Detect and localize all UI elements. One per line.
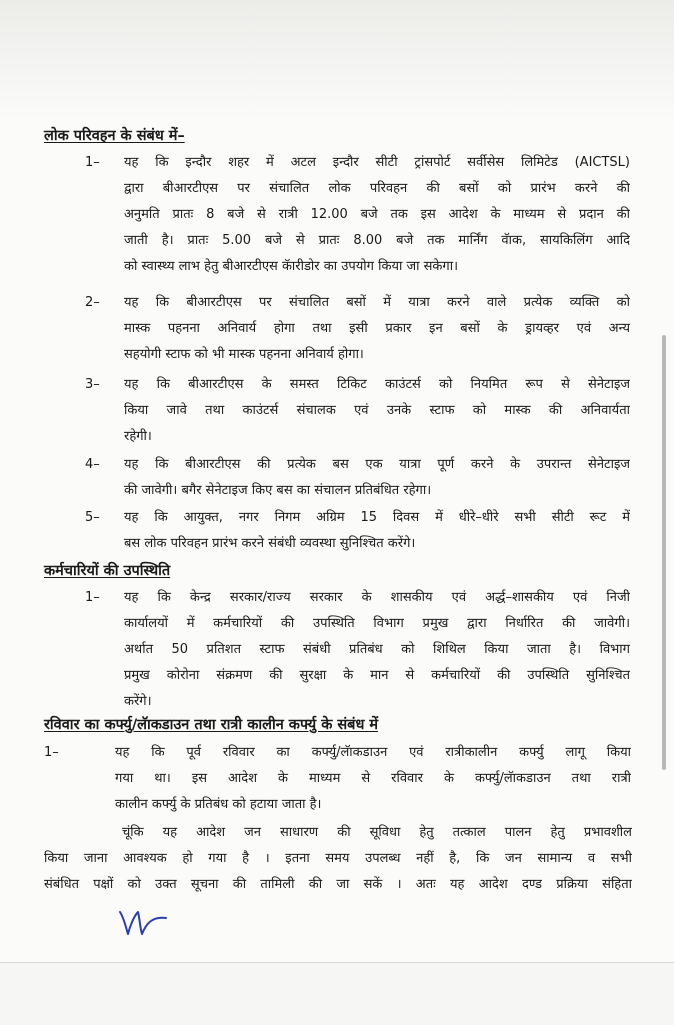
item-number: 1–	[85, 590, 100, 605]
paragraph-line: किया जावे तथा काउंटर्स संचालक एवं उनके स्टाफ को मास्क की अनिवार्यता	[124, 403, 630, 418]
signature-mark	[118, 898, 170, 940]
paragraph-line: अनुमति प्रातः 8 बजे से रात्री 12.00 बजे तक इस आदेश के माध्यम से प्रदान की	[124, 207, 630, 222]
paragraph-line: यह कि पूर्व रविवार का कर्फ्यु/लॅाकडाउन एवं रात्रीकालीन कर्फ्यु लागू किया	[115, 745, 631, 760]
paragraph-line: करेंगे।	[124, 694, 152, 709]
paragraph	[124, 585, 630, 715]
paragraph-line: संबंधित पक्षों को उक्त सूचना की तामिली की जा सकें । अतः यह आदेश दण्ड प्रक्रिया संहिता	[44, 877, 632, 892]
item-number: 1–	[85, 155, 100, 170]
paragraph-line: की जावेगी। बगैर सेनेटाइज किए बस का संचालन प्रतिबंधित रहेगा।	[124, 483, 432, 498]
closing-paragraph	[44, 820, 632, 898]
paragraph-line: अर्थात 50 प्रतिशत स्टाफ संबंधी प्रतिबंध को शिथिल किया जाता है। विभाग	[124, 642, 630, 657]
section-heading-curfew: रविवार का कर्फ्यु/लॅाकडाउन तथा रात्री कालीन कर्फ्यु के संबंध में	[44, 717, 379, 733]
paragraph-line: किया जाना आवश्यक हो गया है । इतना समय उपलब्ध नहीं है, कि जन सामान्य व सभी	[44, 851, 632, 866]
paragraph-line: यह कि केन्द्र सरकार/राज्य सरकार के शासकीय एवं अर्द्ध–शासकीय एवं निजी	[124, 590, 630, 605]
section-heading-public-transport: लोक परिवहन के संबंध में–	[44, 128, 185, 144]
paragraph-line: कार्यालयों में कर्मचारियों की उपस्थिति विभाग प्रमुख द्वारा निर्धारित की जावेगी।	[124, 616, 630, 631]
paragraph-line: चूंकि यह आदेश जन साधारण की सूविधा हेतु तत्काल पालन हेतु प्रभावशील	[122, 825, 632, 840]
page-top-shade	[0, 0, 674, 120]
item-number: 3–	[85, 377, 100, 392]
item-number: 4–	[85, 457, 100, 472]
paragraph-line: कालीन कर्फ्यु के प्रतिबंध को हटाया जाता है।	[115, 797, 322, 812]
item-number: 1–	[44, 745, 59, 760]
paragraph-line: गया था। इस आदेश के माध्यम से रविवार के कर्फ्यु/लॅाकडाउन तथा रात्री	[115, 771, 631, 786]
paragraph-line: यह कि आयुक्त, नगर निगम अग्रिम 15 दिवस में धीरे–धीरे सभी सीटी रूट में	[124, 510, 630, 525]
paragraph-line: यह कि बीआरटीएस के समस्त टिकिट काउंटर्स को नियमित रूप से सेनेटाइज	[124, 377, 630, 392]
paragraph-line: द्वारा बीआरटीएस पर संचालित लोक परिवहन की बसों को प्रारंभ करने की	[124, 181, 630, 196]
item-number: 2–	[85, 295, 100, 310]
paragraph-line: प्रमुख कोरोना संक्रमण की सुरक्षा के मान से कर्मचारियों की उपस्थिति सुनिश्चित	[124, 668, 630, 683]
paragraph-line: बस लोक परिवहन प्रारंभ करने संबंधी व्यवस्था सुनिश्चित करेंगे।	[124, 536, 416, 551]
paragraph-line: को स्वास्थ्य लाभ हेतु बीआरटीएस कॅारीडोर का उपयोग किया जा सकेगा।	[124, 259, 459, 274]
page-footer-area	[0, 962, 674, 1025]
paragraph-line: सहयोगी स्टाफ को भी मास्क पहनना अनिवार्य होगा।	[124, 347, 364, 362]
paragraph	[124, 452, 630, 504]
paragraph-line: रहेगी।	[124, 429, 152, 444]
paragraph-line: यह कि बीआरटीएस की प्रत्येक बस एक यात्रा पूर्ण करने के उपरान्त सेनेटाइज	[124, 457, 630, 472]
paragraph-line: जाती है। प्रातः 5.00 बजे से प्रातः 8.00 बजे तक मार्निंग वॅाक, सायकिलिंग आदि	[124, 233, 630, 248]
item-number: 5–	[85, 510, 100, 525]
scrollbar[interactable]	[662, 335, 666, 770]
paragraph	[124, 372, 630, 450]
paragraph-line: मास्क पहनना अनिवार्य होगा तथा इसी प्रकार इन बसों के ड्रायव्हर एवं अन्य	[124, 321, 630, 336]
paragraph	[115, 740, 631, 818]
section-heading-employee-attendance: कर्मचारियों की उपस्थिति	[44, 563, 171, 579]
paragraph	[124, 150, 630, 280]
paragraph-line: यह कि बीआरटीएस पर संचालित बसों में यात्रा करने वाले प्रत्येक व्यक्ति को	[124, 295, 630, 310]
paragraph-line: यह कि इन्दौर शहर में अटल इन्दौर सीटी ट्रांसपोर्ट सर्वीसेस लिमिटेड (AICTSL)	[124, 155, 630, 170]
paragraph	[124, 505, 630, 557]
paragraph	[124, 290, 630, 368]
